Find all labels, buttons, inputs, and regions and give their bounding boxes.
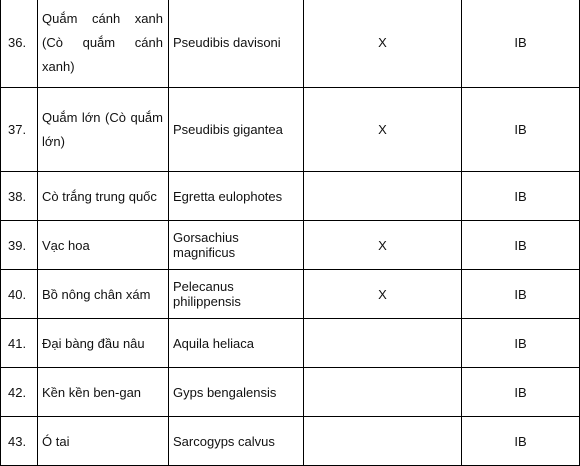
common-name: Cò trắng trung quốc — [38, 172, 169, 221]
mark-cell — [304, 368, 462, 417]
row-number: 39. — [1, 221, 38, 270]
group-cell: IB — [462, 221, 580, 270]
mark-cell: X — [304, 270, 462, 319]
table-row — [1, 221, 580, 270]
common-name: Ó tai — [38, 417, 169, 466]
common-name: Vạc hoa — [38, 221, 169, 270]
row-number: 37. — [1, 88, 38, 172]
common-name: Bồ nông chân xám — [38, 270, 169, 319]
group-cell: IB — [462, 0, 580, 88]
common-name: Quắm cánh xanh (Cò quắm cánh xanh) — [38, 0, 169, 88]
group-cell: IB — [462, 319, 580, 368]
mark-cell — [304, 319, 462, 368]
scientific-name: Pseudibis davisoni — [169, 0, 304, 88]
row-number: 43. — [1, 417, 38, 466]
group-cell: IB — [462, 417, 580, 466]
group-cell: IB — [462, 368, 580, 417]
scientific-name: Pseudibis gigantea — [169, 88, 304, 172]
group-cell: IB — [462, 172, 580, 221]
mark-cell: X — [304, 221, 462, 270]
common-name: Quắm lớn (Cò quắm lớn) — [38, 88, 169, 172]
table-row — [1, 319, 580, 368]
table-row — [1, 172, 580, 221]
scientific-name: Egretta eulophotes — [169, 172, 304, 221]
common-name: Đại bàng đầu nâu — [38, 319, 169, 368]
mark-cell — [304, 417, 462, 466]
mark-cell — [304, 172, 462, 221]
row-number: 38. — [1, 172, 38, 221]
mark-cell: X — [304, 0, 462, 88]
scientific-name: Sarcogyps calvus — [169, 417, 304, 466]
table-row — [1, 0, 580, 88]
group-cell: IB — [462, 270, 580, 319]
row-number: 41. — [1, 319, 38, 368]
scientific-name: Gorsachius magnificus — [169, 221, 304, 270]
table-row — [1, 270, 580, 319]
group-cell: IB — [462, 88, 580, 172]
row-number: 40. — [1, 270, 38, 319]
table-row — [1, 88, 580, 172]
scientific-name: Aquila heliaca — [169, 319, 304, 368]
common-name: Kền kền ben-gan — [38, 368, 169, 417]
mark-cell: X — [304, 88, 462, 172]
row-number: 42. — [1, 368, 38, 417]
table-row — [1, 417, 580, 466]
table-row — [1, 368, 580, 417]
scientific-name: Gyps bengalensis — [169, 368, 304, 417]
row-number: 36. — [1, 0, 38, 88]
scientific-name: Pelecanus philippensis — [169, 270, 304, 319]
